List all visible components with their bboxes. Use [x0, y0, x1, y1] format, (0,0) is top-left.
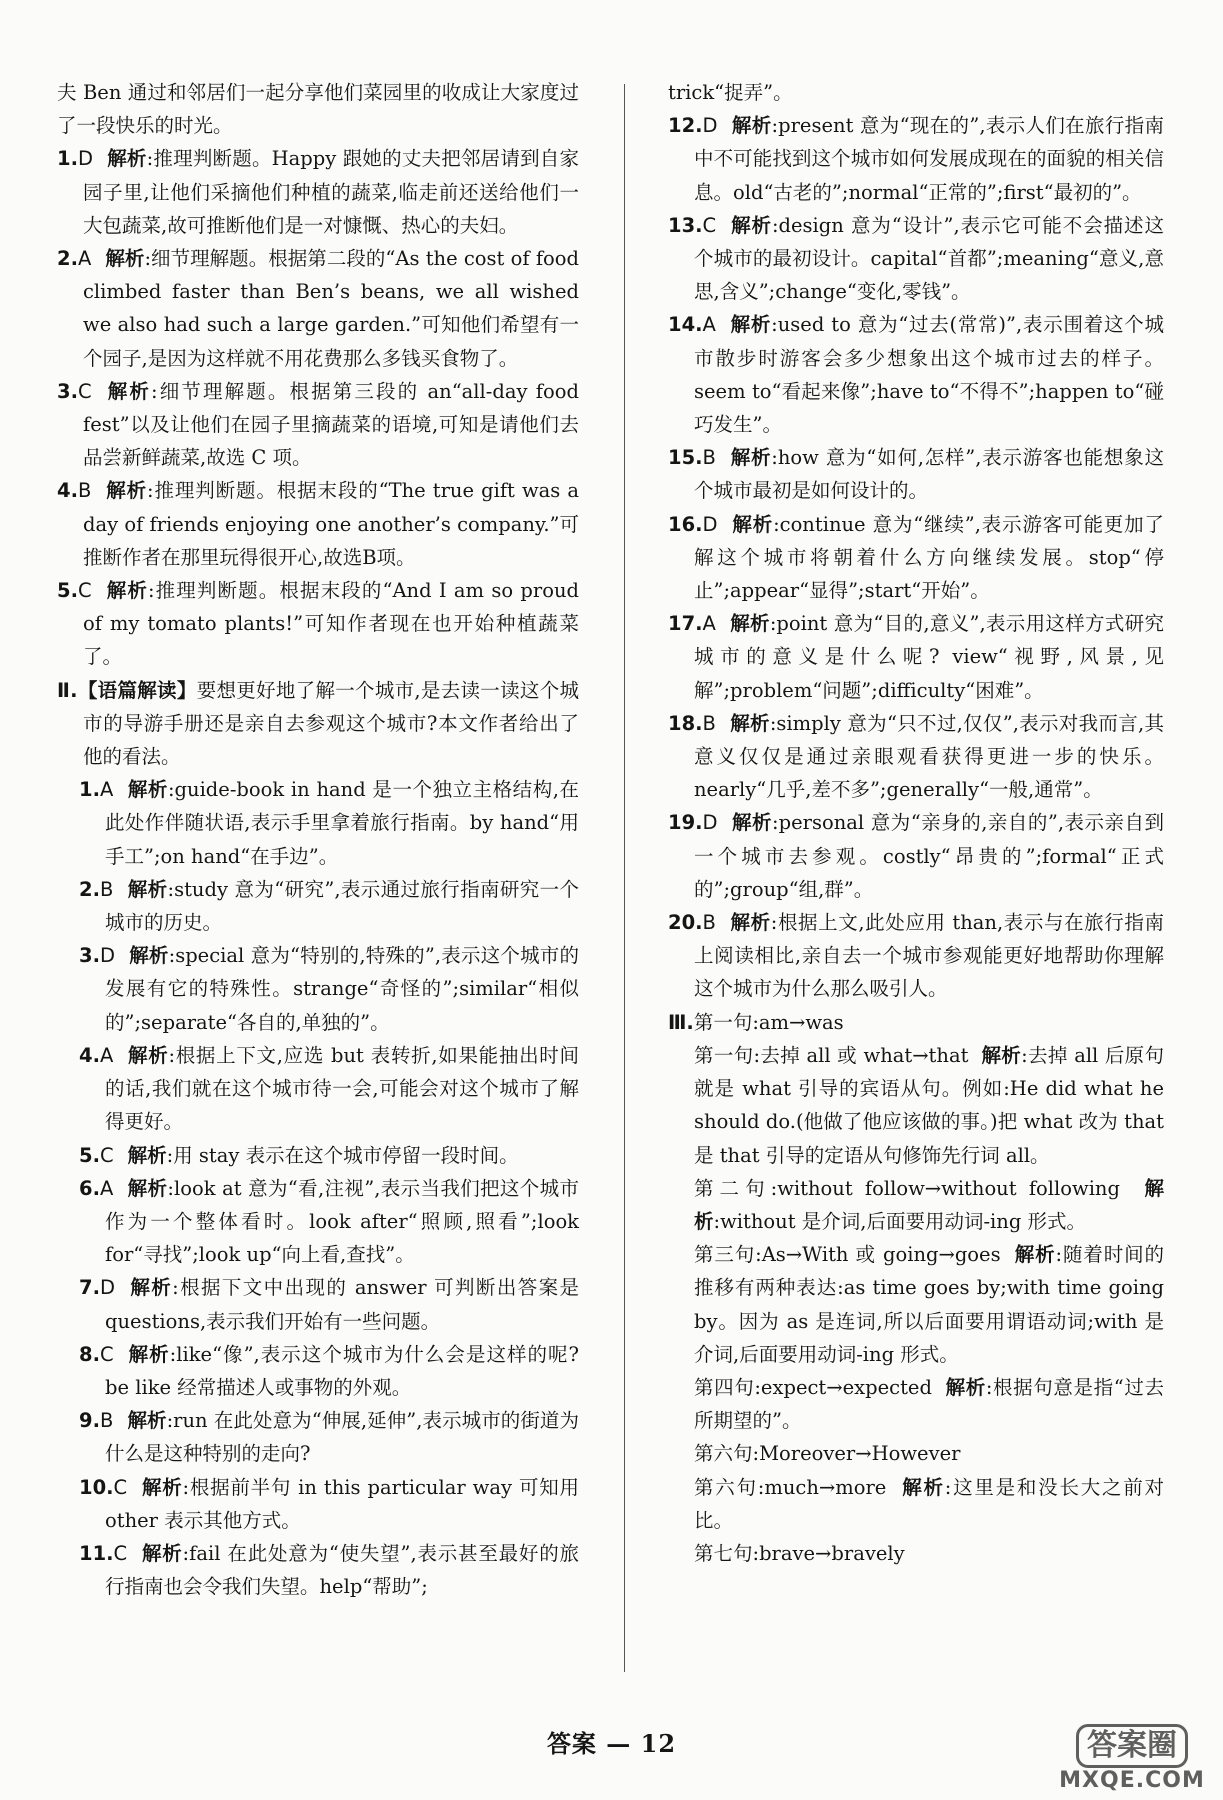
answer-item: 2.B 解析:study 意为“研究”,表示通过旅行指南研究一个城市的历史。 — [79, 877, 579, 935]
answer-item: 7.D 解析:根据下文中出现的 answer 可判断出答案是 questions,表示我们开始有一些问题。 — [79, 1276, 579, 1333]
continued-text: trick“捉弄”。 — [668, 81, 793, 104]
answer-item: 14.A 解析:used to 意为“过去(常常)”,表示围着这个城市散步时游客会多少想象出这个城市过去的样子。seem to“看起来像”;have to“不得不”;happen to“碰巧发生”。 — [668, 313, 1164, 437]
answer-item: 4.B 解析:推理判断题。根据末段的“The true gift was a day of friends enjoying one another’s company.”可推断作者在那里玩得很开心,故选B项。 — [57, 479, 579, 569]
watermark-url: MXQE.COM — [1059, 1767, 1205, 1793]
answer-item: 9.B 解析:run 在此处意为“伸展,延伸”,表示城市的街道为什么是这种特别的走向? — [79, 1409, 579, 1466]
correction-item: 第三句:As→With 或 going→goes 解析:随着时间的推移有两种表达:as time goes by;with time going by。因为 as 是连词,所以后面要用谓语动词;with 是介词,后面要用动词-ing 形式。 — [694, 1243, 1164, 1366]
left-column — [57, 76, 579, 1603]
column-divider — [624, 84, 625, 1672]
answer-item: 16.D 解析:continue 意为“继续”,表示游客可能更加了解这个城市将朝着什么方向继续发展。stop“停止”;appear“显得”;start“开始”。 — [668, 512, 1164, 603]
answer-item: 19.D 解析:personal 意为“亲身的,亲自的”,表示亲自到一个城市去参观。costly“昂贵的”;formal“正式的”;group“组,群”。 — [668, 811, 1164, 901]
answer-item: 3.D 解析:special 意为“特别的,特殊的”,表示这个城市的发展有它的特殊性。strange“奇怪的”;similar“相似的”;separate“各自的,单独的”。 — [79, 944, 579, 1034]
answer-item: 1.D 解析:推理判断题。Happy 跟她的丈夫把邻居请到自家园子里,让他们采摘他们种植的蔬菜,临走前还送给他们一大包蔬菜,故可推断他们是一对慷慨、热心的夫妇。 — [57, 147, 579, 237]
watermark-logo — [1047, 1720, 1217, 1796]
answer-item: 6.A 解析:look at 意为“看,注视”,表示当我们把这个城市作为一个整体看时。look after“照顾,照看”;look for“寻找”;look up“向上看,查找”。 — [79, 1176, 579, 1267]
answer-item: 1.A 解析:guide-book in hand 是一个独立主格结构,在此处作伴随状语,表示手里拿着旅行指南。by hand“用手工”;on hand“在手边”。 — [79, 778, 579, 868]
page-number: 答案 — 12 — [546, 1729, 677, 1758]
answer-item: 8.C 解析:like“像”,表示这个城市为什么会是这样的呢? be like 经常描述人或事物的外观。 — [79, 1342, 579, 1399]
intro-paragraph: 夫 Ben 通过和邻居们一起分享他们菜园里的收成让大家度过了一段快乐的时光。 — [57, 81, 579, 138]
answer-item: 18.B 解析:simply 意为“只不过,仅仅”,表示对我而言,其意义仅仅是通过亲眼观看获得更进一步的快乐。nearly“几乎,差不多”;generally“一般,通常”。 — [668, 711, 1164, 802]
correction-item: 第六句:much→more 解析:这里是和没长大之前对比。 — [694, 1475, 1164, 1532]
answer-item: 3.C 解析:细节理解题。根据第三段的 an“all-day food fest”以及让他们在园子里摘蔬菜的语境,可知是请他们去品尝新鲜蔬菜,故选 C 项。 — [57, 379, 579, 470]
answer-item: 5.C 解析:推理判断题。根据末段的“And I am so proud of my tomato plants!”可知作者现在也开始种植蔬菜了。 — [57, 579, 579, 669]
correction-item: 第一句:去掉 all 或 what→that 解析:去掉 all 后原句就是 what 引导的宾语从句。例如:He did what he should do.(他做了他应该做的事。)把 what 改为 that 是 that 引导的定语从句修饰先行词 all。 — [694, 1043, 1164, 1167]
answer-item: 12.D 解析:present 意为“现在的”,表示人们在旅行指南中不可能找到这个城市如何发展成现在的面貌的相关信息。old“古老的”;normal“正常的”;first“最初的”。 — [668, 114, 1164, 204]
answer-item: 2.A 解析:细节理解题。根据第二段的“As the cost of food climbed faster than Ben’s beans, we all wished we also had such a large garden.”可知他们希望有一个园子,是因为这样就不用花费那么多钱买食物了。 — [57, 247, 579, 370]
right-column — [668, 76, 1164, 1570]
answer-item: 13.C 解析:design 意为“设计”,表示它可能不会描述这个城市的最初设计。capital“首都”;meaning“意义,意思,含义”;change“变化,零钱”。 — [668, 213, 1164, 304]
answer-item: 20.B 解析:根据上文,此处应用 than,表示与在旅行指南上阅读相比,亲自去一个城市参观能更好地帮助你理解这个城市为什么那么吸引人。 — [668, 911, 1164, 1001]
correction-item: 第二句:without follow→without following 解析:without 是介词,后面要用动词-ing 形式。 — [694, 1176, 1164, 1233]
part2-list-left — [57, 773, 579, 1603]
part1-list — [57, 142, 579, 673]
answer-item: 4.A 解析:根据上下文,应选 but 表转折,如果能抽出时间的话,我们就在这个城市待一会,可能会对这个城市了解得更好。 — [79, 1043, 579, 1134]
correction-item: 第四句:expect→expected 解析:根据句意是指“过去所期望的”。 — [694, 1375, 1164, 1433]
part3-list — [668, 1039, 1164, 1570]
answer-item: 5.C 解析:用 stay 表示在这个城市停留一段时间。 — [79, 1143, 519, 1167]
answer-item: 10.C 解析:根据前半句 in this particular way 可知用 other 表示其他方式。 — [79, 1475, 579, 1532]
part2-list-right — [668, 109, 1164, 1005]
answer-item: 15.B 解析:how 意为“如何,怎样”,表示游客也能想象这个城市最初是如何设计的。 — [668, 446, 1164, 503]
correction-item: 第七句:brave→bravely — [694, 1541, 905, 1565]
answer-item: 17.A 解析:point 意为“目的,意义”,表示用这样方式研究城市的意义是什么呢? view“视野,风景,见解”;problem“问题”;difficulty“困难”。 — [668, 612, 1164, 702]
correction-item: 第六句:Moreover→However — [694, 1442, 961, 1466]
part3-header: Ⅲ.第一句:am→was — [668, 1010, 844, 1034]
part2-header: Ⅱ.【语篇解读】要想更好地了解一个城市,是去读一读这个城市的导游手册还是亲自去参观这个城市?本文作者给出了他的看法。 — [57, 678, 579, 769]
watermark-title: 答案圈 — [1076, 1724, 1188, 1768]
answer-item: 11.C 解析:fail 在此处意为“使失望”,表示甚至最好的旅行指南也会令我们失望。help“帮助”; — [79, 1541, 579, 1599]
